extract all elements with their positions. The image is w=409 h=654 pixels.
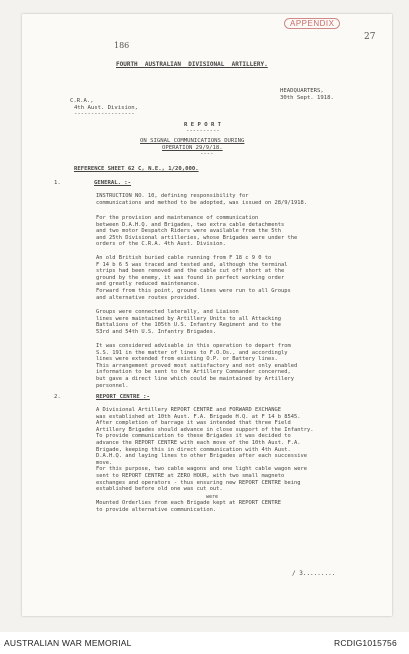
section-2-number: 2. bbox=[54, 394, 61, 400]
paragraph-mounted-orderlies: Mounted Orderlies from each Brigade kept at REPORT CENTRE to provide alternative communication. bbox=[96, 500, 281, 513]
document-title: FOURTH AUSTRALIAN DIVISIONAL ARTILLERY. bbox=[116, 61, 268, 68]
footer-institution: AUSTRALIAN WAR MEMORIAL bbox=[4, 638, 132, 648]
map-reference: REFERENCE SHEET 62 C, N.E., 1/20,000. bbox=[74, 166, 199, 172]
section-1-number: 1. bbox=[54, 180, 61, 186]
document-sheet bbox=[22, 14, 392, 616]
section-2-title: REPORT CENTRE :- bbox=[96, 394, 150, 400]
paragraph-report-centre: A Divisional Artillery REPORT CENTRE and FORWARD EXCHANGE was established at 10th Aust. F.A. Brigade H.Q. at F 14 b 8545. After completion of barrage it was intended that three Field Artillery Brigades should advance in close support of the Infantry. To provide communication to these Brigades it was decided to advance the REPORT CENTRE with each move of the 10th Aust. F.A. Brigade, keeping this in direct communication with 4th Aust. D.A.H.Q. and laying lines to other Brigades after each successive move. For this purpose, two cable wagons and one light cable wagon were sent to REPORT CENTRE at ZERO HOUR, with two small magneto exchanges and operators - thus ensuring new REPORT CENTRE being established before old one was cut out. bbox=[96, 407, 314, 493]
paragraph-liaison: Groups were connected laterally, and Liaison lines were maintained by Artillery Units to all Attacking Battalions of the 105th U.S. Infantry Regiment and to the 53rd and 54th U.S. Infantry Brigades. bbox=[96, 309, 281, 335]
hq-line-1: HEADQUARTERS, bbox=[280, 88, 324, 94]
paragraph-buried-cable: An old British buried cable running from F 18 c 9 0 to F 14 b 6 5 was traced and tested and, although the terminal strips had been removed and the cable cut off short at the ground by the enemy, it was found in perfect working order and greatly reduced maintenance. Forward from this point, ground lines were run to all Groups and alternative routes provided. bbox=[96, 255, 291, 301]
continued-marker: / 3......... bbox=[292, 570, 336, 577]
archive-footer bbox=[0, 632, 409, 654]
report-rule: ---------- bbox=[186, 128, 220, 134]
paragraph-provision: For the provision and maintenance of communication between D.A.H.Q. and Brigades, two extra cable detachments and two motor Despatch Riders were available from the 5th and 25th Divisional artilleries, whose Brigades were under the orders of the C.R.A. 4th Aust. Division. bbox=[96, 215, 298, 248]
corner-number: 186 bbox=[114, 41, 130, 50]
subject-line-2: OPERATION 29/9/18. bbox=[162, 145, 223, 151]
subject-line-1: ON SIGNAL COMMUNICATIONS DURING bbox=[140, 138, 245, 144]
interlinear-were: were bbox=[206, 494, 219, 500]
page-number: 27 bbox=[364, 32, 376, 42]
paragraph-instruction: INSTRUCTION NO. 10, defining responsibility for communications and method to be adopted, was issued on 28/9/1918. bbox=[96, 193, 307, 206]
addressee-rule: ------------------ bbox=[74, 111, 135, 117]
report-heading: R E P O R T bbox=[184, 122, 222, 128]
addressee-line-1: C.R.A., bbox=[70, 98, 94, 104]
section-1-title: GENERAL. :- bbox=[94, 180, 132, 186]
addressee-line-2: 4th Aust. Division, bbox=[74, 105, 138, 111]
appendix-stamp: APPENDIX bbox=[284, 18, 340, 29]
paragraph-fo-lines: It was considered advisable in this operation to depart from S.S. 191 in the matter of lines to F.O.Os., and accordingly lines were extended from existing O.P. or Battery lines. This arrangement proved most satisfactory and not only enabled information to be sent to the Artillery Commander concerned, but gave a direct line which could be maintained by Artillery personnel. bbox=[96, 343, 298, 389]
hq-date: 30th Sept. 1918. bbox=[280, 95, 334, 101]
footer-record-id: RCDIG1015756 bbox=[334, 638, 397, 648]
subject-rule: ---- bbox=[200, 151, 214, 157]
